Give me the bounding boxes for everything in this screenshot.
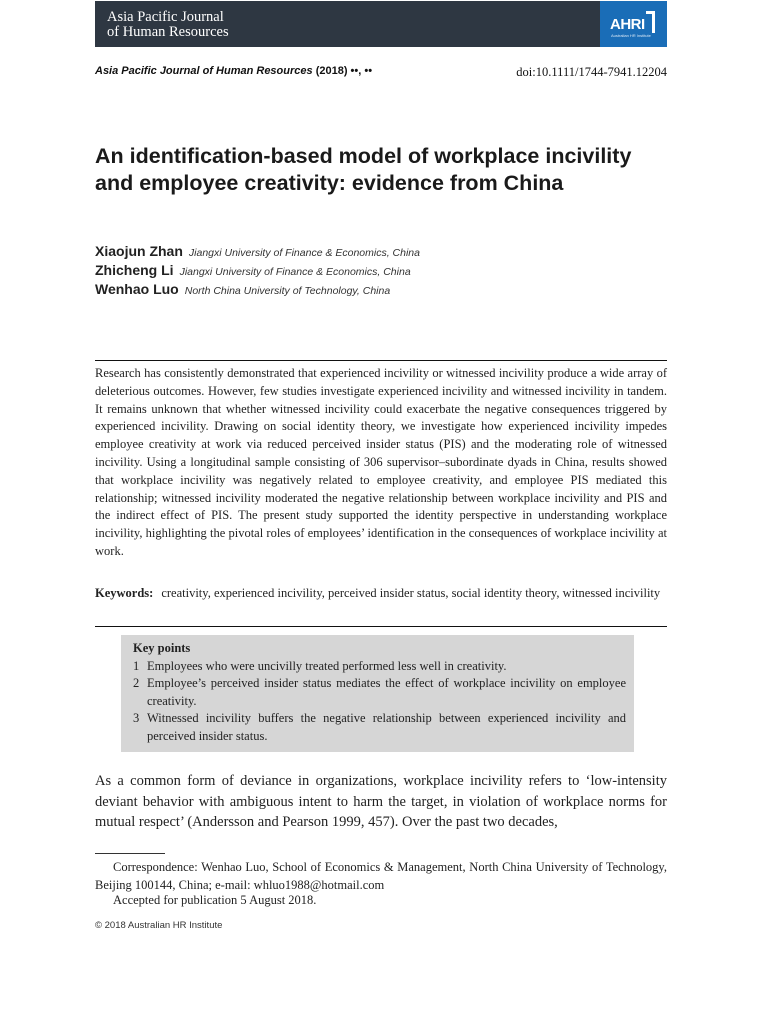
author-name: Wenhao Luo — [95, 281, 179, 297]
logo-subtext: Australian HR Institute — [611, 33, 651, 38]
key-points-box — [121, 635, 634, 752]
key-point-text: Employees who were uncivilly treated performed less well in creativity. — [147, 658, 507, 673]
key-points-title: Key points — [133, 641, 191, 655]
abstract-top-rule — [95, 360, 667, 361]
author-name: Zhicheng Li — [95, 262, 174, 278]
author-affiliation: North China University of Technology, China — [184, 285, 391, 297]
logo-text: AHRI — [610, 16, 645, 33]
key-point-item — [133, 658, 634, 676]
article-title: An identification-based model of workplace incivility and employee creativity: evidence from China — [95, 144, 632, 195]
accepted-date: Accepted for publication 5 August 2018. — [113, 893, 317, 907]
ahri-logo — [600, 1, 667, 47]
author-list — [95, 243, 655, 300]
author-affiliation: Jiangxi University of Finance & Economics, China — [188, 247, 420, 259]
journal-citation-issue: (2018) ••, •• — [312, 65, 373, 77]
author-name: Xiaojun Zhan — [95, 243, 183, 259]
doi: doi:10.1111/1744-7941.12204 — [516, 65, 667, 79]
key-point-number: 3 — [133, 711, 140, 725]
abstract-bottom-rule — [95, 626, 667, 627]
copyright: © 2018 Australian HR Institute — [95, 920, 223, 931]
abstract: Research has consistently demonstrated that experienced incivility or witnessed incivility produce a wide array of deleterious outcomes. However, few studies investigate experienced incivility and witnessed incivility in tandem. It remains unknown that whether witnessed incivility could exacerbate the negative consequences triggered by experienced incivility. Drawing on social identity theory, we investigate how experienced incivility impedes employee creativity at work via reduced perceived insider status (PIS) and the moderating role of witnessed incivility. Using a longitudinal sample consisting of 306 supervisor–subordinate dyads in China, results showed that workplace incivility was negatively related to employee creativity, and employee PIS mediated this relationship; witnessed incivility moderated the negative relationship between workplace incivility and PIS and the indirect effect of PIS. The present study supported the identity perspective in understanding workplace incivility, highlighting the pivotal roles of employees’ identification in the consequences of workplace incivility at work. — [95, 366, 667, 558]
key-point-text: Witnessed incivility buffers the negative relationship between experienced incivility and perceived insider status. — [147, 711, 626, 743]
author-entry — [95, 262, 655, 281]
journal-banner-line1: Asia Pacific Journal — [107, 9, 224, 25]
author-affiliation: Jiangxi University of Finance & Economics, China — [179, 266, 411, 278]
keywords-list: creativity, experienced incivility, perceived insider status, social identity theory, witnessed incivility — [161, 586, 661, 600]
keywords — [95, 585, 667, 603]
key-point-item — [133, 675, 634, 710]
keywords-label: Keywords: — [95, 586, 154, 600]
author-entry — [95, 281, 655, 300]
journal-banner — [95, 1, 667, 47]
journal-banner-title — [107, 10, 229, 40]
journal-citation-name: Asia Pacific Journal of Human Resources — [95, 65, 313, 77]
correspondence-footnote: Correspondence: Wenhao Luo, School of Economics & Management, North China University of Technology, Beijing 100144, China; e-mail: whluo1988@hotmail.com — [95, 860, 667, 892]
key-point-text: Employee’s perceived insider status mediates the effect of workplace incivility on employee creativity. — [147, 676, 626, 708]
body-intro-paragraph: As a common form of deviance in organizations, workplace incivility refers to ‘low-intensity deviant behavior with ambiguous intent to harm the target, in violation of workplace norms for mutual respect’ (Andersson and Pearson 1999, 457). Over the past two decades, — [95, 773, 667, 830]
journal-banner-line2: of Human Resources — [107, 24, 229, 40]
key-point-number: 2 — [133, 676, 140, 690]
key-point-item — [133, 710, 634, 745]
journal-citation-line — [95, 65, 667, 77]
key-point-number: 1 — [133, 658, 140, 673]
footnote-rule — [95, 853, 165, 854]
author-entry — [95, 243, 655, 262]
